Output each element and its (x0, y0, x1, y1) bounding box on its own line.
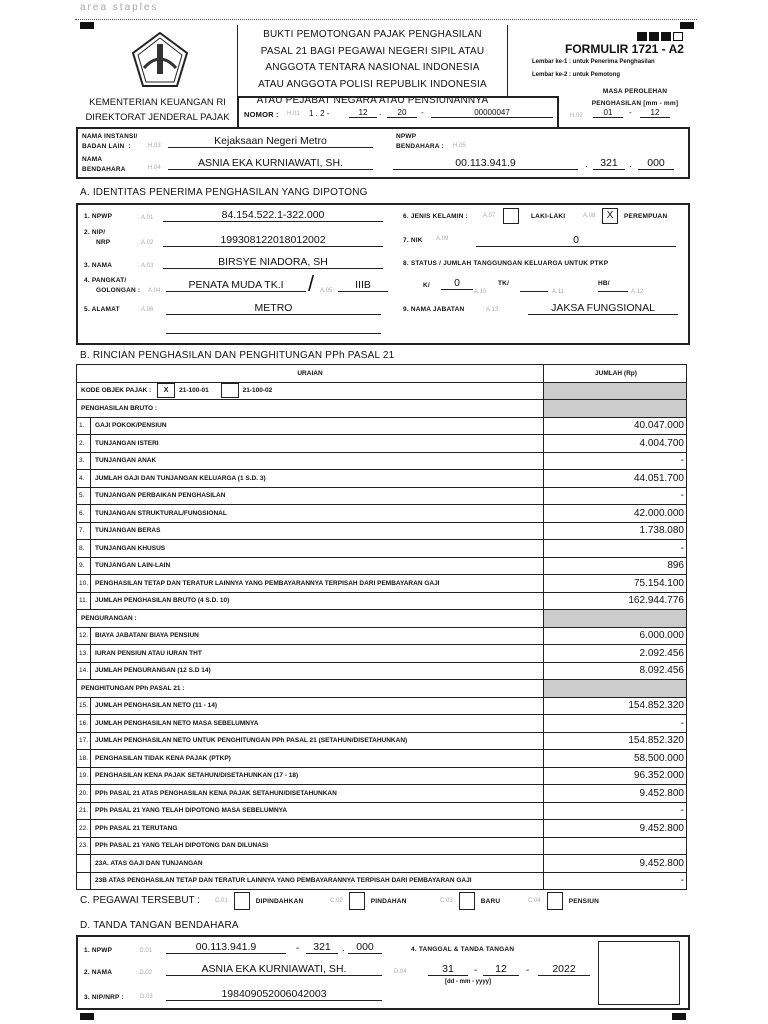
row-number: 21. (77, 802, 91, 820)
jabatan-field[interactable]: JAKSA FUNGSIONAL (528, 302, 678, 315)
row-amount: 154.852.320 (544, 732, 687, 750)
row-amount: 154.852.320 (544, 697, 687, 715)
row-label: TUNJANGAN KHUSUS (91, 540, 544, 558)
row-number: 20. (77, 785, 91, 803)
golongan-field[interactable]: IIIB (338, 279, 388, 292)
section-d-box: 1. NPWP : D.01 00.113.941.9 - 321 . 000 2. NAMA : D.02 ASNIA EKA KURNIAWATI, SH. 3. NIP/NRP : D.03 198409052006042003 4. TANGGAL & TANDA TANGAN D.04 31 - 12 - 2022 [dd - mm - yyyy] (76, 935, 690, 1010)
masa-label: MASA PEROLEHAN PENGHASILAN [mm - mm] (591, 88, 679, 107)
instansi-box: NAMA INSTANSI/ BADAN LAIN : H.03 Kejaksaan Negeri Metro NAMA BENDAHARA H.04 ASNIA EKA KURNIAWATI, SH. NPWP BENDAHARA : H.05 00.113.941.9 . 321 . 000 (76, 127, 690, 179)
row-label: JUMLAH PENGHASILAN NETO (11 - 14) (91, 697, 544, 715)
row-label: TUNJANGAN BERAS (91, 522, 544, 540)
row-number: 17. (77, 732, 91, 750)
row-label: GAJI POKOK/PENSIUN (91, 417, 544, 435)
table-row (77, 802, 687, 820)
bendahara-npwp-c[interactable]: 000 (638, 157, 674, 170)
table-row (77, 592, 687, 610)
masa-to[interactable]: 12 (640, 108, 670, 118)
table-row (77, 435, 687, 453)
table-row (77, 557, 687, 575)
row-label: TUNJANGAN LAIN-LAIN (91, 557, 544, 575)
table-row (77, 505, 687, 523)
row-label: PPh PASAL 21 ATAS PENGHASILAN KENA PAJAK SETAHUN/DISETAHUNKAN (91, 785, 544, 803)
section-b-title: B. RINCIAN PENGHASILAN DAN PENGHITUNGAN PPh PASAL 21 (80, 350, 395, 361)
option-label: BARU (480, 897, 501, 905)
row-number: 10. (77, 575, 91, 593)
table-row (77, 452, 687, 470)
kode-objek-row: KODE OBJEK PAJAK : X 21-100-01 21-100-02 (77, 382, 544, 400)
table-row (77, 872, 687, 890)
row-amount: 44.051.700 (544, 470, 687, 488)
section-a-title: A. IDENTITAS PENERIMA PENGHASILAN YANG DIPOTONG (80, 187, 368, 198)
group-row (77, 680, 687, 698)
date-format-hint: [dd - mm - yyyy] (445, 979, 492, 985)
income-table (76, 364, 687, 890)
row-amount: - (544, 487, 687, 505)
row-number: 16. (77, 715, 91, 733)
row-label: TUNJANGAN ISTERI (91, 435, 544, 453)
col-jumlah: JUMLAH (Rp) (544, 365, 687, 383)
d-npwp-c[interactable]: 000 (348, 941, 382, 954)
row-amount: - (544, 540, 687, 558)
row-label: JUMLAH PENGHASILAN BRUTO (4 S.D. 10) (91, 592, 544, 610)
table-row (77, 767, 687, 785)
row-label: PPh PASAL 21 TERUTANG (91, 820, 544, 838)
row-label: TUNJANGAN STRUKTURAL/FUNGSIONAL (91, 505, 544, 523)
option-label: PENSIUN (568, 897, 599, 905)
row-amount: 9.452.800 (544, 855, 687, 873)
pegawai-checkbox[interactable] (459, 892, 475, 910)
pegawai-option-pensiun[interactable] (528, 892, 599, 910)
nomor-box: NOMOR : H.01 1 . 2 - 12 . 20 - 00000047 (237, 96, 559, 129)
signature-box[interactable] (598, 941, 680, 1005)
row-amount: 42.000.000 (544, 505, 687, 523)
row-number: 19. (77, 767, 91, 785)
row-amount: 9.452.800 (544, 820, 687, 838)
option-code: C.03 (440, 898, 453, 904)
row-number: 18. (77, 750, 91, 768)
row-number: 14. (77, 662, 91, 680)
row-amount: 96.352.000 (544, 767, 687, 785)
table-row (77, 855, 687, 873)
row-number: 4. (77, 470, 91, 488)
row-number: 22. (77, 820, 91, 838)
status-tk-field[interactable] (520, 291, 548, 292)
date-year[interactable]: 2022 (538, 963, 590, 976)
d-nama-field[interactable]: ASNIA EKA KURNIAWATI, SH. (166, 963, 382, 976)
row-number: 1. (77, 417, 91, 435)
bendahara-npwp-b[interactable]: 321 (593, 157, 625, 170)
table-row (77, 470, 687, 488)
row-number (77, 855, 91, 873)
row-number: 15. (77, 697, 91, 715)
table-row (77, 662, 687, 680)
group-label: PENGHITUNGAN PPh PASAL 21 : (77, 680, 544, 698)
table-row (77, 732, 687, 750)
row-number: 23. (77, 837, 91, 855)
option-label: DIPINDAHKAN (255, 897, 304, 905)
row-amount: 1.738.080 (544, 522, 687, 540)
form-title: BUKTI PEMOTONGAN PAJAK PENGHASILAN PASAL 21 BAGI PEGAWAI NEGERI SIPIL ATAU ANGGOTA TENTARA NASIONAL INDONESIA ATAU ANGGOTA POLISI REPUBLIK INDONESIA ATAU PEJABAT NEGARA ATAU PENSIUNANNYA (256, 29, 489, 106)
option-code: C.04 (528, 898, 541, 904)
col-uraian: URAIAN (77, 365, 544, 383)
pangkat-field[interactable]: PENATA MUDA TK.I (166, 279, 306, 292)
row-number: 11. (77, 592, 91, 610)
option-code: C.01 (215, 898, 228, 904)
row-number: 9. (77, 557, 91, 575)
pegawai-option-pindahan[interactable] (330, 892, 407, 910)
alamat-field-line2[interactable] (166, 333, 381, 334)
row-amount: 8.092.456 (544, 662, 687, 680)
row-label: TUNJANGAN PERBAIKAN PENGHASILAN (91, 487, 544, 505)
row-label: PPh PASAL 21 YANG TELAH DIPOTONG DAN DILUNASI (91, 837, 544, 855)
table-row (77, 627, 687, 645)
section-d-title: D. TANDA TANGAN BENDAHARA (80, 920, 239, 931)
page-indicator (637, 32, 683, 41)
alamat-field[interactable]: METRO (166, 302, 381, 315)
penerima-nama-field[interactable]: BIRSYE NIADORA, SH (163, 256, 383, 269)
registration-mark (672, 1013, 686, 1020)
section-a-box: 1. NPWP : A.01 84.154.522.1-322.000 2. NIP/ NRP : A.02 199308122018012002 3. NAMA : A.03 BIRSYE NIADORA, SH 4. PANGKAT/ GOLONGAN : A.04 PENATA MUDA TK.I / A.05 IIIB 5. ALAMAT : A.06 METRO 6. JENIS KELAMIN : A.07 LAKI-LAKI A.08 X PEREMPUAN 7. NIK : A.09 0 8. STATUS / JUMLAH TANGGUNGAN KELUARGA UNTUK PTKP K/ 0 A.10 TK/ A.11 HB/ A.12 9. NAMA JABATAN : A.13 JAKSA FUNGSIONAL (76, 203, 690, 345)
pegawai-option-dipindahkan[interactable] (215, 892, 303, 910)
penerima-npwp-field[interactable]: 84.154.522.1-322.000 (163, 209, 383, 222)
ministry-name: KEMENTERIAN KEUANGAN RI (89, 97, 226, 108)
row-amount: 162.944.776 (544, 592, 687, 610)
table-row (77, 697, 687, 715)
group-label: PENGHASILAN BRUTO : (77, 400, 544, 418)
ministry-logo-icon (130, 30, 190, 90)
table-row (77, 575, 687, 593)
pegawai-checkbox[interactable] (349, 892, 365, 910)
row-label: JUMLAH PENGHASILAN NETO UNTUK PENGHITUNGAN PPh PASAL 21 (SETAHUN/DISETAHUNKAN) (91, 732, 544, 750)
laki-laki-checkbox[interactable] (503, 208, 519, 224)
kode-21-100-01-checkbox[interactable]: X (157, 383, 175, 398)
kode-21-100-02-checkbox[interactable] (221, 383, 239, 398)
staples-line (75, 19, 697, 20)
row-amount: - (544, 715, 687, 733)
row-amount: 2.092.456 (544, 645, 687, 663)
nomor-field-b[interactable]: 20 (387, 108, 417, 118)
pegawai-option-baru[interactable] (440, 892, 500, 910)
staples-area-label: area staples (80, 2, 159, 13)
form-code: FORMULIR 1721 - A2 (565, 42, 684, 56)
lembar-1-note: Lembar ke-1 : untuk Penerima Penghasilan (532, 59, 655, 65)
row-label: JUMLAH PENGURANGAN (12 S.D 14) (91, 662, 544, 680)
row-label: IURAN PENSIUN ATAU IURAN THT (91, 645, 544, 663)
row-amount (544, 837, 687, 855)
nip-field[interactable]: 199308122018012002 (163, 234, 383, 247)
row-number: 12. (77, 627, 91, 645)
row-number: 3. (77, 452, 91, 470)
row-amount: - (544, 452, 687, 470)
row-amount: 4.004.700 (544, 435, 687, 453)
row-amount: 9.452.800 (544, 785, 687, 803)
row-label: PPh PASAL 21 YANG TELAH DIPOTONG MASA SEBELUMNYA (91, 802, 544, 820)
row-label: PENGHASILAN TIDAK KENA PAJAK (PTKP) (91, 750, 544, 768)
row-amount: 896 (544, 557, 687, 575)
table-row (77, 820, 687, 838)
row-label: BIAYA JABATAN/ BIAYA PENSIUN (91, 627, 544, 645)
registration-mark (80, 1013, 94, 1020)
d-nip-field[interactable]: 198409052006042003 (166, 988, 382, 1001)
registration-mark (80, 22, 94, 29)
row-label: JUMLAH PENGHASILAN NETO MASA SEBELUMNYA (91, 715, 544, 733)
row-number (77, 872, 91, 890)
section-c-title: C. PEGAWAI TERSEBUT : (80, 895, 201, 906)
row-label: 23B ATAS PENGHASILAN TETAP DAN TERATUR LAINNYA YANG PEMBAYARANNYA TERPISAH DARI PEMBAYARAN GAJI (91, 872, 544, 890)
group-label: PENGURANGAN : (77, 610, 544, 628)
table-row (77, 750, 687, 768)
perempuan-checkbox[interactable]: X (602, 208, 618, 224)
table-row (77, 417, 687, 435)
table-row (77, 540, 687, 558)
option-label: PINDAHAN (370, 897, 407, 905)
table-row (77, 645, 687, 663)
directorate-name: DIREKTORAT JENDERAL PAJAK (85, 112, 230, 123)
row-amount: 40.047.000 (544, 417, 687, 435)
row-label: PENGHASILAN KENA PAJAK SETAHUN/DISETAHUNKAN (17 - 18) (91, 767, 544, 785)
registration-mark (680, 22, 694, 29)
bendahara-npwp-field[interactable]: 00.113.941.9 (393, 157, 578, 170)
date-month[interactable]: 12 (483, 963, 519, 976)
pegawai-checkbox[interactable] (547, 892, 563, 910)
group-row (77, 400, 687, 418)
bendahara-name-field[interactable]: ASNIA EKA KURNIAWATI, SH. (168, 157, 373, 170)
nik-field[interactable]: 0 (476, 234, 676, 247)
row-number: 6. (77, 505, 91, 523)
row-number: 5. (77, 487, 91, 505)
pegawai-checkbox[interactable] (234, 892, 250, 910)
status-hb-field[interactable] (598, 291, 628, 292)
row-amount: 75.154.100 (544, 575, 687, 593)
table-row (77, 522, 687, 540)
table-row (77, 837, 687, 855)
d-npwp-field[interactable]: 00.113.941.9 (166, 941, 286, 954)
row-number: 8. (77, 540, 91, 558)
table-row (77, 715, 687, 733)
group-row (77, 610, 687, 628)
row-label: 23A. ATAS GAJI DAN TUNJANGAN (91, 855, 544, 873)
row-amount: 6.000.000 (544, 627, 687, 645)
row-number: 2. (77, 435, 91, 453)
lembar-2-note: Lembar ke-2 : untuk Pemotong (532, 72, 621, 78)
table-row (77, 785, 687, 803)
row-amount: 58.500.000 (544, 750, 687, 768)
table-row (77, 487, 687, 505)
d-npwp-b[interactable]: 321 (306, 941, 338, 954)
date-day[interactable]: 31 (428, 963, 468, 976)
instansi-field[interactable]: Kejaksaan Negeri Metro (168, 135, 373, 148)
nomor-field-c[interactable]: 00000047 (431, 108, 553, 118)
row-label: TUNJANGAN ANAK (91, 452, 544, 470)
nomor-field-a[interactable]: 12 (349, 108, 377, 118)
row-amount: - (544, 872, 687, 890)
row-amount: - (544, 802, 687, 820)
row-number: 13. (77, 645, 91, 663)
option-code: C.02 (330, 898, 343, 904)
row-label: JUMLAH GAJI DAN TUNJANGAN KELUARGA (1 S.D. 3) (91, 470, 544, 488)
status-k-field[interactable]: 0 (441, 277, 473, 290)
row-number: 7. (77, 522, 91, 540)
row-label: PENGHASILAN TETAP DAN TERATUR LAINNYA YANG PEMBAYARANNYA TERPISAH DARI PEMBAYARAN GAJI (91, 575, 544, 593)
masa-from[interactable]: 01 (593, 108, 623, 118)
